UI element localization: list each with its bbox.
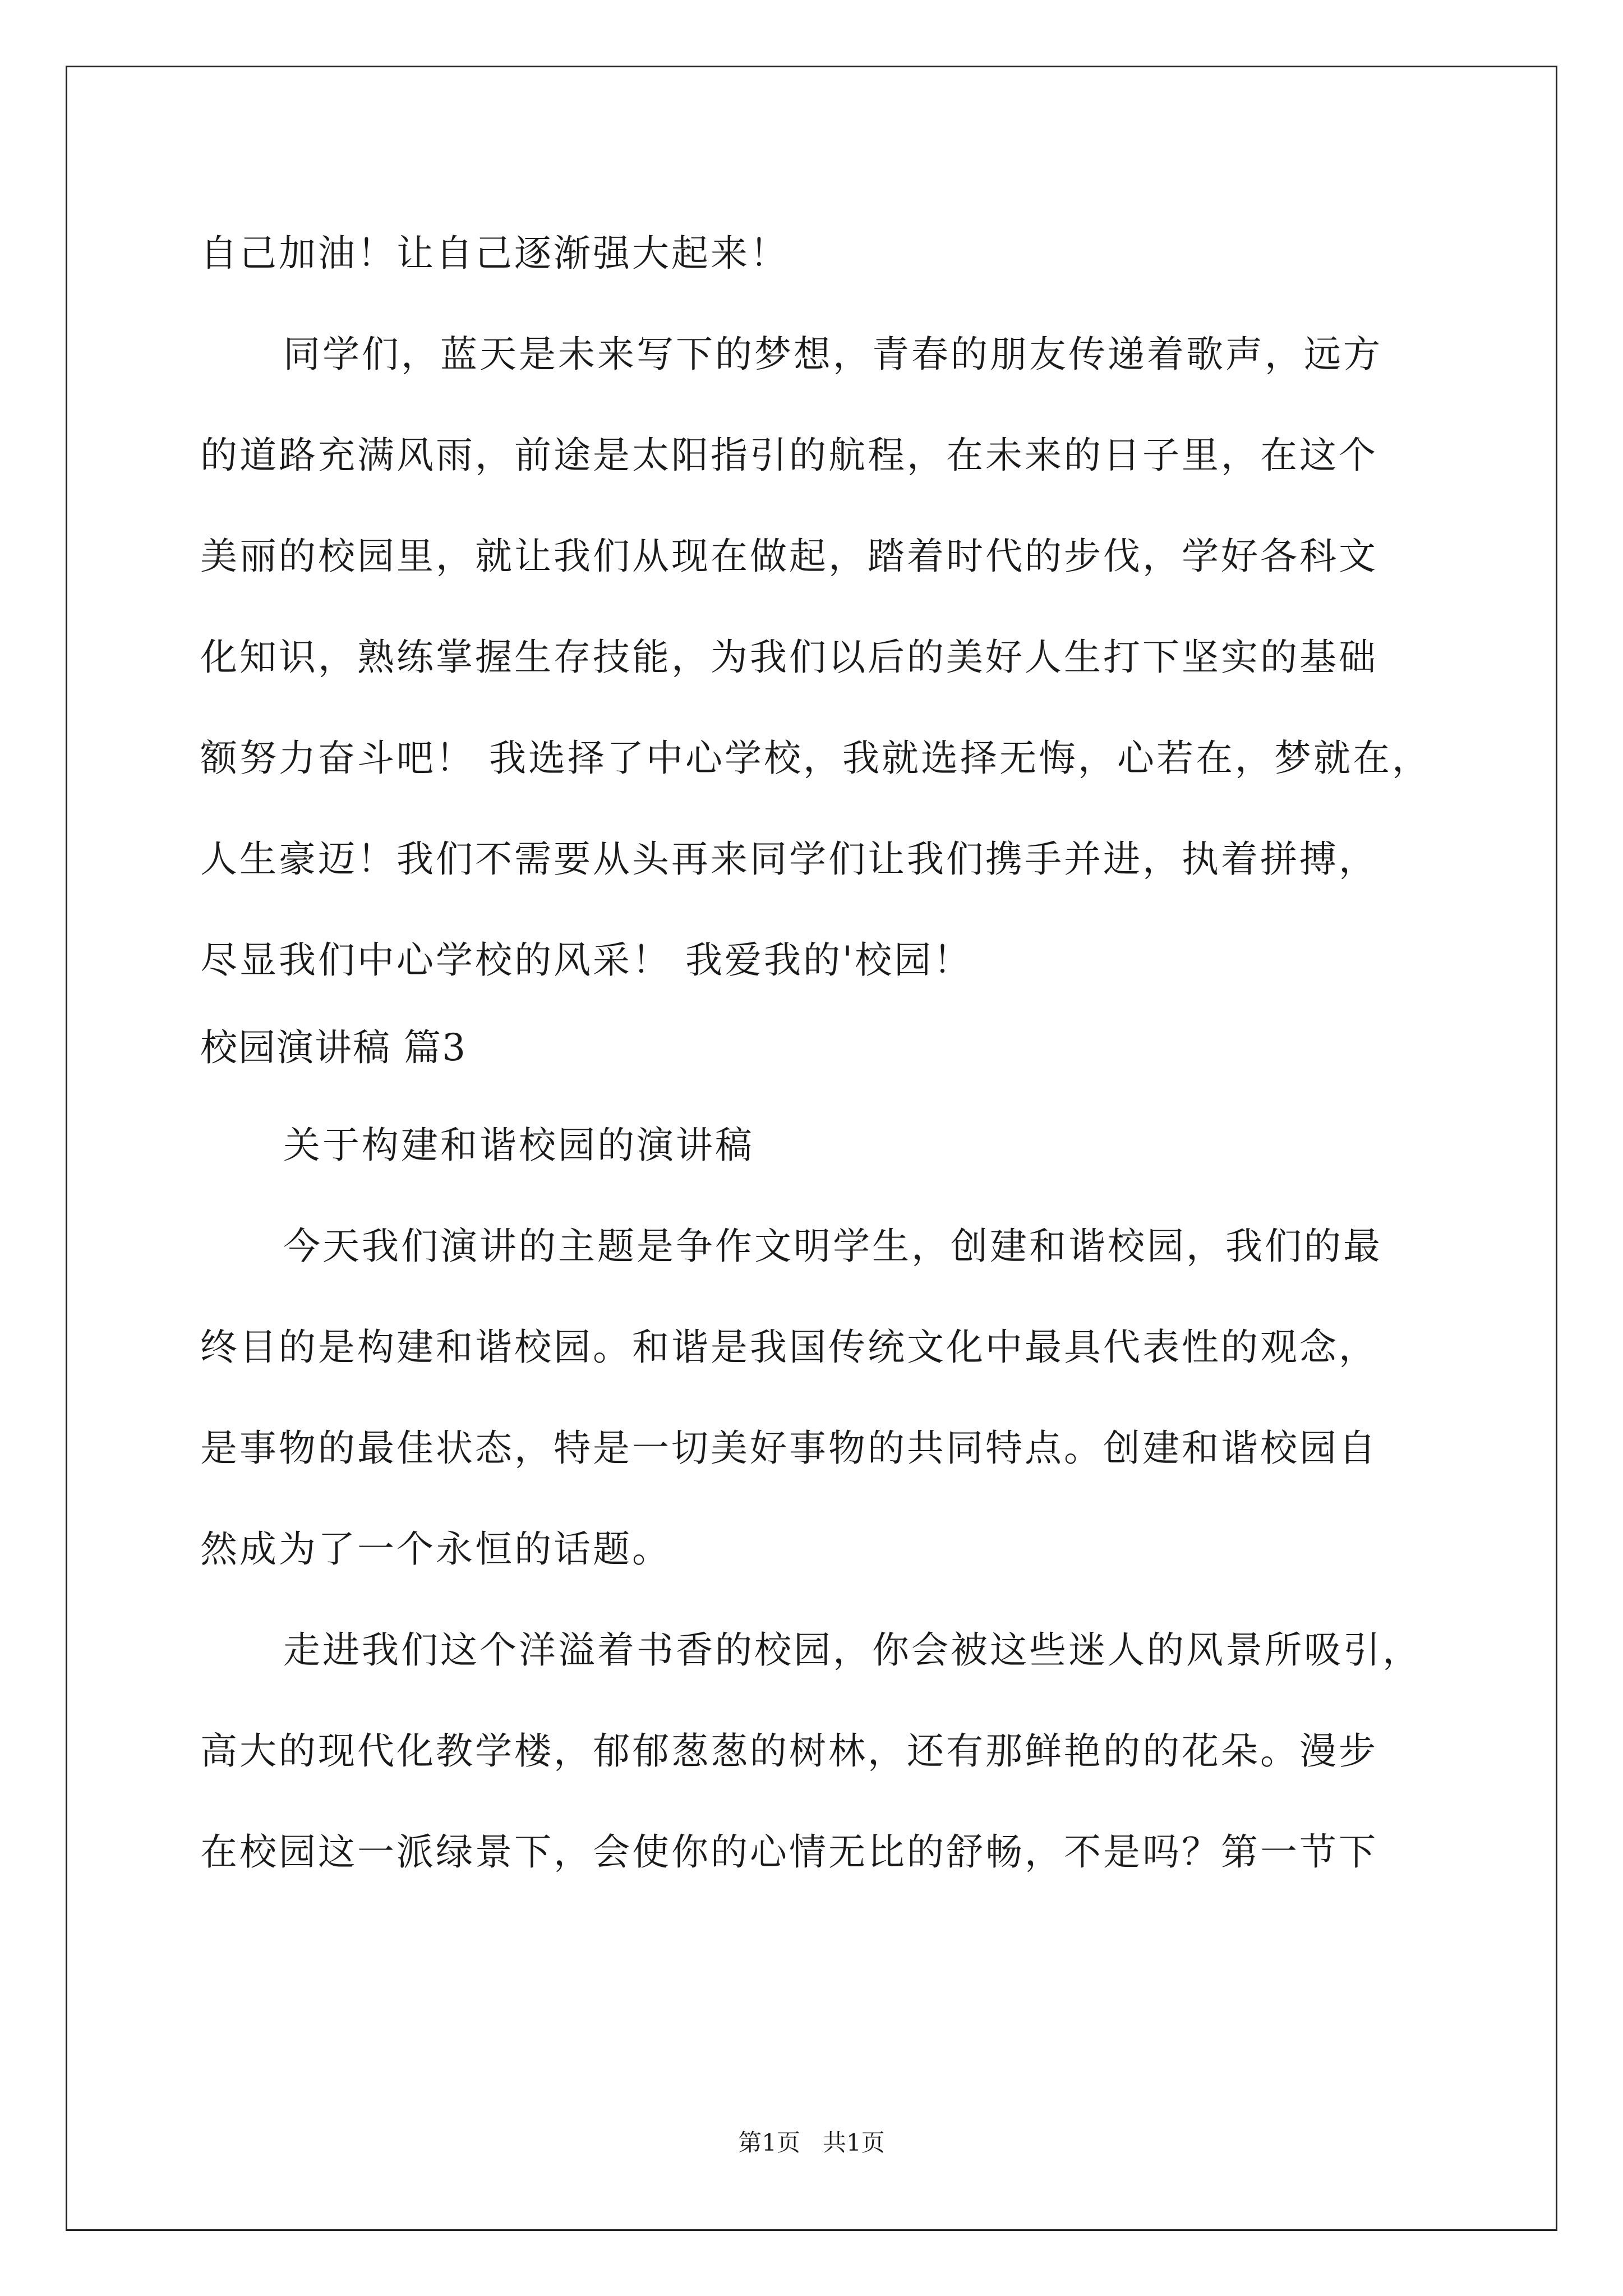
text-line: 在校园这一派绿景下，会使你的心情无比的舒畅，不是吗？第一节下 — [200, 1830, 1378, 1874]
section-title: 校园演讲稿 篇3 — [200, 1026, 467, 1069]
speech-title: 关于构建和谐校园的演讲稿 — [283, 1124, 754, 1167]
text-line: 美丽的校园里，就让我们从现在做起，踏着时代的步伐，学好各科文 — [200, 535, 1378, 578]
text-line: 然成为了一个永恒的话题。 — [200, 1527, 671, 1571]
text-line: 走进我们这个洋溢着书香的校园，你会被这些迷人的风景所吸引， — [283, 1628, 1422, 1672]
text-line: 今天我们演讲的主题是争作文明学生，创建和谐校园，我们的最 — [283, 1225, 1382, 1268]
page-footer: 第1页 共1页 — [738, 2129, 885, 2156]
text-line: 额努力奋斗吧！ 我选择了中心学校，我就选择无悔，心若在，梦就在， — [200, 737, 1431, 780]
text-line: 自己加油！让自己逐渐强大起来！ — [200, 232, 789, 275]
text-line: 人生豪迈！我们不需要从头再来同学们让我们携手并进，执着拼搏， — [200, 838, 1378, 881]
text-line: 尽显我们中心学校的风采！ 我爱我的'校园！ — [200, 938, 973, 982]
text-line: 化知识，熟练掌握生存技能，为我们以后的美好人生打下坚实的基础 — [200, 636, 1378, 679]
text-line: 的道路充满风雨，前途是太阳指引的航程，在未来的日子里，在这个 — [200, 434, 1378, 477]
text-line: 是事物的最佳状态，特是一切美好事物的共同特点。创建和谐校园自 — [200, 1427, 1378, 1470]
text-line: 终目的是构建和谐校园。和谐是我国传统文化中最具代表性的观念， — [200, 1326, 1378, 1369]
text-line: 高大的现代化教学楼，郁郁葱葱的树林，还有那鲜艳的的花朵。漫步 — [200, 1729, 1378, 1773]
text-line: 同学们，蓝天是未来写下的梦想，青春的朋友传递着歌声，远方 — [283, 333, 1382, 376]
